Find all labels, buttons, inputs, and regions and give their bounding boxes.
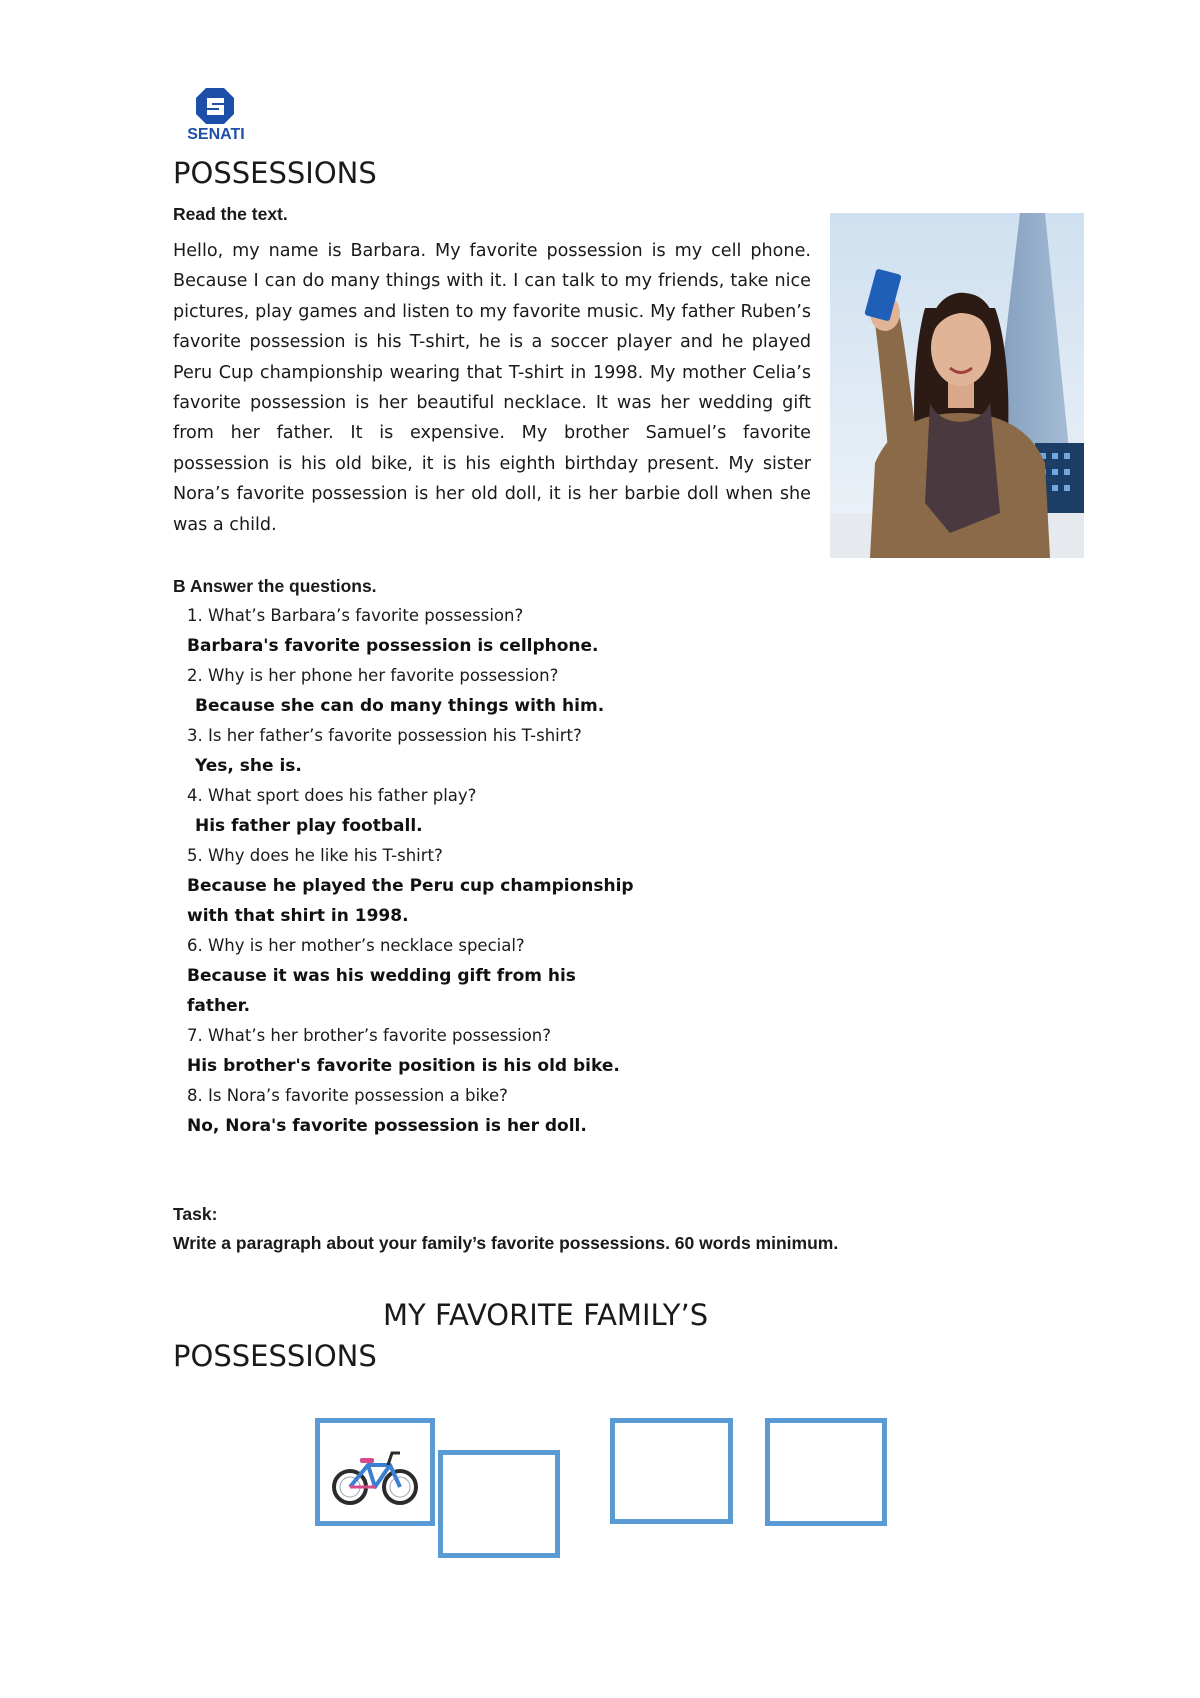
task-instruction: Write a paragraph about your family’s favorite possessions. 60 words minimum. (173, 1233, 839, 1253)
question: 8. Is Nora’s favorite possession a bike? (187, 1086, 508, 1105)
qa-item (187, 931, 747, 1021)
question: 1. What’s Barbara’s favorite possession? (187, 606, 524, 625)
qa-item (187, 1021, 747, 1081)
qa-item (187, 841, 747, 931)
senati-logo (176, 86, 256, 148)
family-title-line1: MY FAVORITE FAMILY’S (383, 1298, 709, 1332)
answer: Yes, she is. (195, 756, 302, 776)
family-title-line2: POSSESSIONS (173, 1339, 377, 1373)
qa-item (187, 1081, 747, 1141)
question: 3. Is her father’s favorite possession his T-shirt? (187, 726, 582, 745)
task-label: Task: (173, 1204, 218, 1224)
qa-item (187, 721, 747, 781)
possession-box-3[interactable] (610, 1418, 733, 1524)
answer: No, Nora's favorite possession is her doll. (187, 1116, 587, 1136)
possession-box-2[interactable] (438, 1450, 560, 1558)
possession-box-1[interactable] (315, 1418, 435, 1526)
qa-item (187, 601, 747, 661)
question: 7. What’s her brother’s favorite possession? (187, 1026, 552, 1045)
answer-instruction: B Answer the questions. (173, 576, 377, 596)
qa-item (187, 661, 747, 721)
page-title: POSSESSIONS (173, 156, 377, 190)
logo-text: SENATI (187, 126, 245, 143)
answer: Because he played the Peru cup championship with that shirt in 1998. (187, 876, 634, 926)
qa-item (187, 781, 747, 841)
reading-passage: Hello, my name is Barbara. My favorite possession is my cell phone. Because I can do many things with it. I can talk to my friends, take nice pictures, play games and listen to my favorite music. My father Ruben’s favorite possession is his T-shirt, he is a soccer player and he played Peru Cup championship wearing that T-shirt in 1998. My mother Celia’s favorite possession is her beautiful necklace. It was her wedding gift from her father. It is expensive. My brother Samuel’s favorite possession is his old bike, it is his eighth birthday present. My sister Nora’s favorite possession is her old doll, it is her barbie doll when she was a child. (173, 241, 811, 535)
bicycle-icon (330, 1445, 420, 1507)
possession-box-4[interactable] (765, 1418, 887, 1526)
question-list (187, 601, 747, 1141)
question: 5. Why does he like his T-shirt? (187, 846, 443, 865)
question: 2. Why is her phone her favorite possession? (187, 666, 559, 685)
answer: His father play football. (195, 816, 423, 836)
senati-logo-icon (176, 86, 256, 126)
woman-selfie-photo (830, 213, 1084, 558)
answer: Barbara's favorite possession is cellphone. (187, 636, 599, 656)
read-instruction: Read the text. (173, 204, 288, 224)
answer: His brother's favorite position is his old bike. (187, 1056, 620, 1076)
answer: Because it was his wedding gift from his father. (187, 966, 576, 1016)
answer: Because she can do many things with him. (195, 696, 605, 716)
question: 4. What sport does his father play? (187, 786, 477, 805)
question: 6. Why is her mother’s necklace special? (187, 936, 525, 955)
